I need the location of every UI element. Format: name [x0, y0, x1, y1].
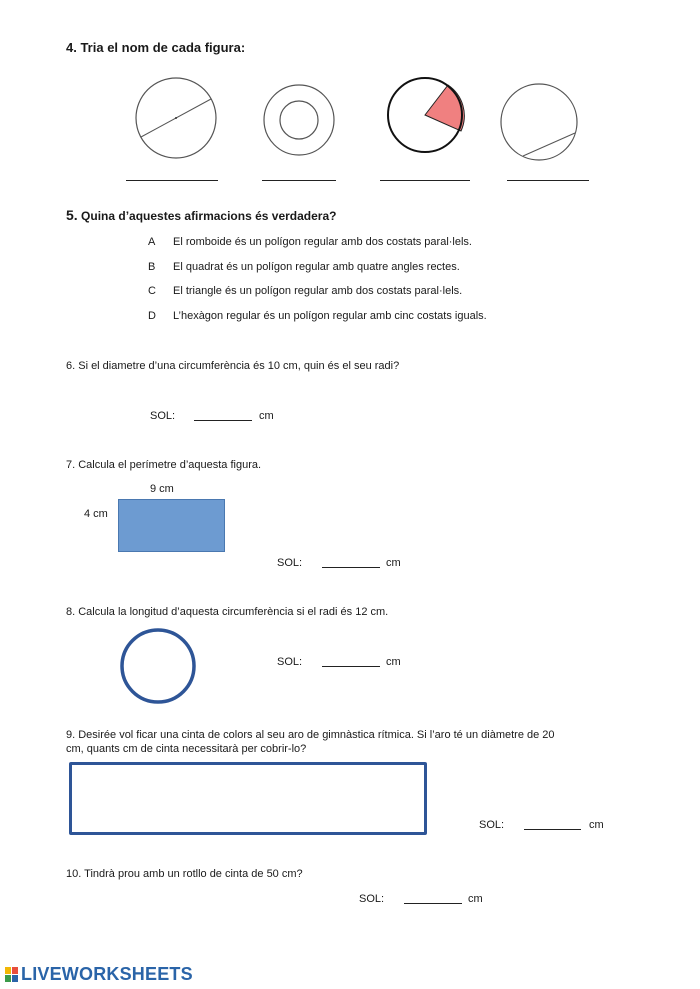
q8-text: 8. Calcula la longitud d’aquesta circumferència si el radi és 12 cm.: [66, 606, 389, 618]
q6-answer-line[interactable]: [194, 420, 252, 421]
q5-option-b-letter[interactable]: B: [148, 261, 156, 273]
annulus-figure: [264, 85, 334, 155]
q6-unit: cm: [259, 410, 274, 422]
q5-option-a-text[interactable]: El romboide és un polígon regular amb dos costats paral·lels.: [173, 236, 472, 248]
answer-line-3[interactable]: [380, 180, 470, 181]
answer-line-4[interactable]: [507, 180, 589, 181]
q10-text: 10. Tindrà prou amb un rotllo de cinta de 50 cm?: [66, 868, 303, 880]
q5-option-c-text[interactable]: El triangle és un polígon regular amb dos costats paral·lels.: [173, 285, 463, 297]
q7-text: 7. Calcula el perímetre d’aquesta figura.: [66, 459, 262, 471]
q7-answer-line[interactable]: [322, 567, 380, 568]
q9-text-line1: 9. Desirée vol ficar una cinta de colors al seu aro de gimnàstica rítmica. Si l’aro té un diàmetre de 20: [66, 729, 555, 741]
answer-line-2[interactable]: [262, 180, 336, 181]
q9-unit: cm: [589, 819, 604, 831]
q9-sol-label: SOL:: [479, 819, 505, 831]
circular-sector-figure: [388, 78, 464, 152]
q8-answer-line[interactable]: [322, 666, 380, 667]
liveworksheets-logo-text: LIVEWORKSHEETS: [21, 964, 193, 984]
q7-rectangle-figure: [118, 499, 225, 552]
circle-with-chord-figure: [501, 84, 577, 160]
q4-figures: [0, 70, 700, 190]
q9-work-box[interactable]: [69, 762, 427, 835]
answer-line-1[interactable]: [126, 180, 218, 181]
q7-width-label: 9 cm: [150, 483, 174, 495]
q5-title-text: Quina d’aquestes afirmacions és verdadera?: [81, 209, 337, 223]
q5-option-a-letter[interactable]: A: [148, 236, 156, 248]
q10-sol-label: SOL:: [359, 893, 385, 905]
q10-answer-line[interactable]: [404, 903, 462, 904]
q6-text: 6. Si el diametre d’una circumferència és 10 cm, quin és el seu radi?: [66, 360, 400, 372]
q7-height-label: 4 cm: [84, 508, 108, 520]
q7-sol-label: SOL:: [277, 557, 303, 569]
q5-number: 5.: [66, 207, 78, 223]
q6-sol-label: SOL:: [150, 410, 176, 422]
q10-unit: cm: [468, 893, 483, 905]
q4-title: 4. Tria el nom de cada figura:: [66, 40, 246, 55]
q9-answer-line[interactable]: [524, 829, 581, 830]
q9-text-line2: cm, quants cm de cinta necessitarà per cobrir-lo?: [66, 743, 307, 755]
circle-with-diameter-figure: [136, 78, 216, 158]
q5-option-b-text[interactable]: El quadrat és un polígon regular amb quatre angles rectes.: [173, 261, 460, 273]
q5-title: [66, 207, 336, 223]
liveworksheets-logo-icon: [5, 967, 19, 983]
q7-unit: cm: [386, 557, 401, 569]
q5-option-d-letter[interactable]: D: [148, 310, 156, 322]
q8-circle-figure: [118, 625, 198, 707]
q8-sol-label: SOL:: [277, 656, 303, 668]
q5-option-c-letter[interactable]: C: [148, 285, 156, 297]
q8-unit: cm: [386, 656, 401, 668]
q5-option-d-text[interactable]: L’hexàgon regular és un polígon regular amb cinc costats iguals.: [173, 310, 487, 322]
